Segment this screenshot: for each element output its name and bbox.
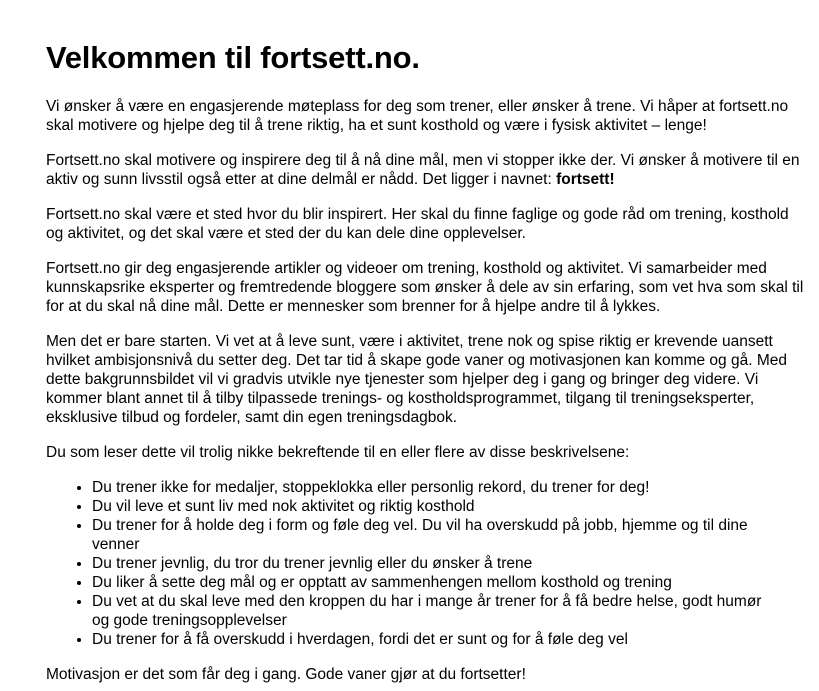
list-intro-paragraph: Du som leser dette vil trolig nikke bekreftende til en eller flere av disse beskrivelsene: <box>46 444 630 461</box>
intro-paragraph: Vi ønsker å være en engasjerende møteplass for deg som trener, eller ønsker å trene. Vi håper at fortsett.no skal motivere og hjelpe deg til å trene riktig, ha et sunt kosthold og være i fysisk aktivitet – lenge! <box>46 98 789 134</box>
description-list <box>46 478 806 649</box>
list-item: • Du vil leve et sunt liv med nok aktivitet og riktig kosthold <box>92 497 806 516</box>
inspiration-paragraph: Fortsett.no skal være et sted hvor du blir inspirert. Her skal du finne faglige og gode råd om trening, kosthold og aktivitet, og det skal være et sted der du kan dele dine opplevelser. <box>46 206 789 242</box>
vision-paragraph: Men det er bare starten. Vi vet at å leve sunt, være i aktivitet, trene nok og spise riktig er krevende uansett hvilket ambisjonsnivå du setter deg. Det tar tid å skape gode vaner og motivasjonen kan komme og gå. Med dette bakgrunnsbildet vil vi gradvis utvikle nye tjenester som hjelper deg i gang og bringer deg videre. Vi kommer blant annet til å tilby tilpassede trenings- og kostholdsprogrammet, tilgang til treningseksperter, eksklusive tilbud og fordeler, samt din egen treningsdagbok. <box>46 333 787 426</box>
list-item: • Du trener for å få overskudd i hverdagen, fordi det er sunt og for å føle deg vel <box>92 630 806 649</box>
closing-paragraph: Motivasjon er det som får deg i gang. Gode vaner gjør at du fortsetter! <box>46 666 526 683</box>
list-item: • Du liker å sette deg mål og er opptatt av sammenhengen mellom kosthold og trening <box>92 573 806 592</box>
list-item: • Du vet at du skal leve med den kroppen du har i mange år trener for å få bedre helse, godt humør og gode treningsopplevelser <box>92 592 806 630</box>
page-title: Velkommen til fortsett.no. <box>46 40 420 75</box>
list-item: • Du trener for å holde deg i form og føle deg vel. Du vil ha overskudd på jobb, hjemme og til dine venner <box>92 516 806 554</box>
motivation-paragraph-text: Fortsett.no skal motivere og inspirere deg til å nå dine mål, men vi stopper ikke der. Vi ønsker å motivere til en aktiv og sunn livsstil også etter at dine delmål er nådd. Det ligger i navnet: <box>46 152 800 188</box>
brand-emphasis: fortsett! <box>556 171 615 188</box>
list-item: • Du trener ikke for medaljer, stoppeklokka eller personlig rekord, du trener for deg! <box>92 478 806 497</box>
content-paragraph: Fortsett.no gir deg engasjerende artikler og videoer om trening, kosthold og aktivitet. Vi samarbeider med kunnskapsrike eksperter og fremtredende bloggere som ønsker å dele av sin erfaring, som vet hva som skal til for at du skal nå dine mål. Dette er mennesker som brenner for å hjelpe andre til å lykkes. <box>46 260 804 315</box>
motivation-paragraph <box>46 151 806 189</box>
list-item: • Du trener jevnlig, du tror du trener jevnlig eller du ønsker å trene <box>92 554 806 573</box>
